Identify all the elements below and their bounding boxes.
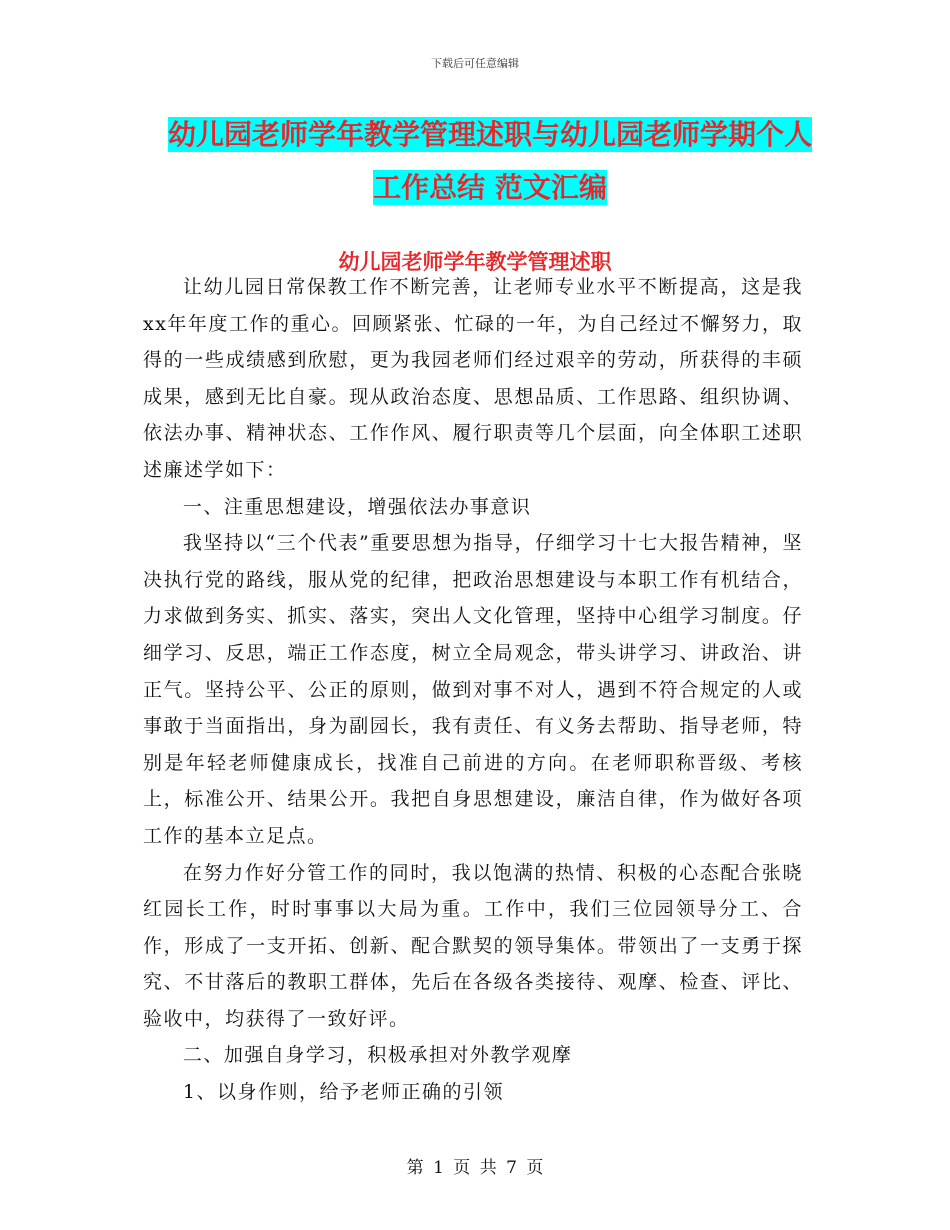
page-footer: 第 1 页 共 7 页 bbox=[406, 1158, 544, 1178]
paragraph-teamwork: 在努力作好分管工作的同时，我以饱满的热情、积极的心态配合张晓红园长工作，时时事事以大局为重。工作中，我们三位园领导分工、合作，形成了一支开拓、创新、配合默契的领导集体。带领出了一支勇于探究、不甘落后的教职工群体，先后在各级各类接待、观摩、检查、评比、验收中，均获得了一致好评。 bbox=[143, 861, 803, 1030]
body-text bbox=[143, 269, 803, 1111]
heading-section-1: 一、注重思想建设，增强依法办事意识 bbox=[182, 495, 532, 518]
paragraph-thought-building: 我坚持以“三个代表”重要思想为指导，仔细学习十七大报告精神，坚决执行党的路线，服从党的纪律，把政治思想建设与本职工作有机结合，力求做到务实、抓实、落实，突出人文化管理，坚持中心组学习制度。仔细学习、反思，端正工作态度，树立全局观念，带头讲学习、讲政治、讲正气。坚持公平、公正的原则，做到对事不对人，遇到不符合规定的人或事敢于当面指出，身为副园长，我有责任、有义务去帮助、指导老师，特别是年轻老师健康成长，找准自己前进的方向。在老师职称晋级、考核上，标准公开、结果公开。我把自身思想建设，廉洁自律，作为做好各项工作的基本立足点。 bbox=[143, 532, 803, 847]
document-title-line-1: 幼儿园老师学年教学管理述职与幼儿园老师学期个人 bbox=[167, 118, 812, 151]
heading-section-2: 二、加强自身学习，积极承担对外教学观摩 bbox=[182, 1044, 573, 1067]
section-title: 幼儿园老师学年教学管理述职 bbox=[338, 249, 612, 274]
header-note: 下载后可任意编辑 bbox=[431, 57, 519, 70]
heading-subsection-1: 1、以身作则，给予老师正确的引领 bbox=[182, 1081, 504, 1104]
paragraph-intro: 让幼儿园日常保教工作不断完善，让老师专业水平不断提高，这是我xx年年度工作的重心。回顾紧张、忙碌的一年，为自己经过不懈努力，取得的一些成绩感到欣慰，更为我园老师们经过艰辛的劳动，所获得的丰硕成果，感到无比自豪。现从政治态度、思想品质、工作思路、组织协调、依法办事、精神状态、工作作风、履行职责等几个层面，向全体职工述职述廉述学如下： bbox=[143, 276, 803, 481]
document-title-line-2: 工作总结 范文汇编 bbox=[373, 171, 607, 204]
document-title bbox=[140, 108, 840, 214]
